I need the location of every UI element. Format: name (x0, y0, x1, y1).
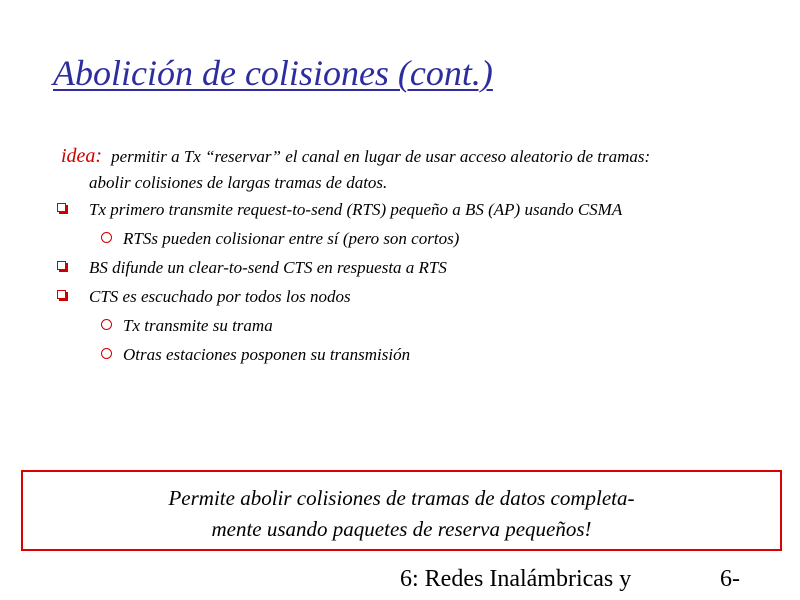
page-number: 6- (720, 566, 740, 592)
sub-bullet-item: Otras estaciones posponen su transmisión (123, 345, 411, 364)
square-bullet-icon (57, 261, 66, 270)
circle-bullet-icon (101, 232, 112, 243)
square-bullet-icon (57, 203, 66, 212)
bullet-item: Tx primero transmite request-to-send (RTS) pequeño a BS (AP) usando CSMA (89, 200, 623, 219)
bullet-item: BS difunde un clear-to-send CTS en respuesta a RTS (89, 258, 447, 277)
idea-label: idea: (61, 145, 103, 167)
sub-bullet-item: RTSs pueden colisionar entre sí (pero son cortos) (123, 229, 460, 248)
callout-line: mente usando paquetes de reserva pequeños! (211, 517, 592, 541)
idea-text-continued: abolir colisiones de largas tramas de datos. (89, 173, 388, 192)
idea-line (61, 146, 650, 167)
callout-box (21, 470, 782, 551)
circle-bullet-icon (101, 319, 112, 330)
square-bullet-icon (57, 290, 66, 299)
idea-text: permitir a Tx “reservar” el canal en lugar de usar acceso aleatorio de tramas: (111, 147, 651, 166)
bullet-item: CTS es escuchado por todos los nodos (89, 287, 351, 306)
circle-bullet-icon (101, 348, 112, 359)
sub-bullet-item: Tx transmite su trama (123, 316, 273, 335)
footer-title: 6: Redes Inalámbricas y (400, 566, 632, 592)
callout-line: Permite abolir colisiones de tramas de datos completa- (168, 486, 635, 510)
slide-title: Abolición de colisiones (cont.) (53, 53, 493, 93)
